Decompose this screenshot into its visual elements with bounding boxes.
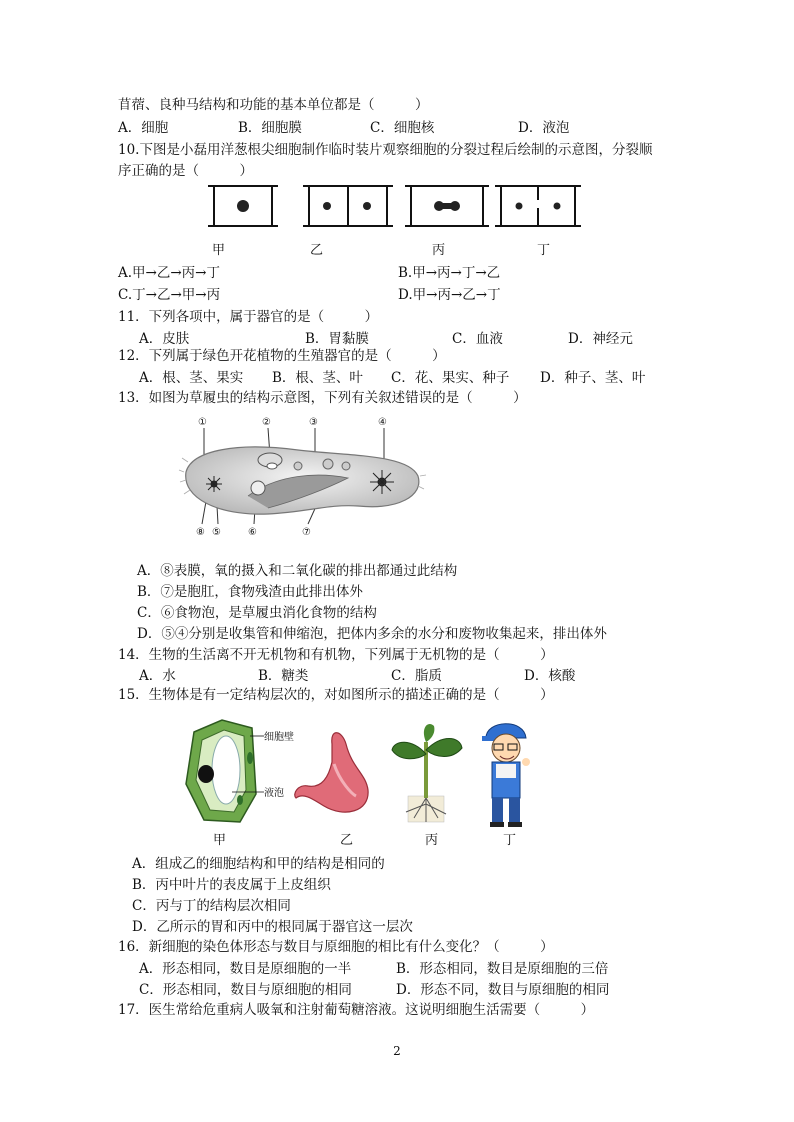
q9-option-b: B．细胞膜 xyxy=(238,120,302,136)
marker-3: ③ xyxy=(309,417,318,428)
q12-stem: 12．下列属于绿色开花植物的生殖器官的是（ ） xyxy=(118,348,446,364)
q14-option-b: B．糖类 xyxy=(258,668,309,684)
q10-label-bing: 丙 xyxy=(432,243,446,258)
q9-option-d: D．液泡 xyxy=(518,120,570,136)
q16-option-c: C．形态相同，数目与原细胞的相同 xyxy=(139,982,352,998)
q10-option-c: C.丁→乙→甲→丙 xyxy=(118,287,221,303)
q10-label-jia: 甲 xyxy=(212,243,226,258)
q11-option-a: A．皮肤 xyxy=(139,331,190,347)
paramecium-figure xyxy=(178,414,428,540)
q17-stem: 17．医生常给危重病人吸氧和注射葡萄糖溶液。这说明细胞生活需要（ ） xyxy=(118,1002,595,1018)
q15-label-jia: 甲 xyxy=(213,833,227,848)
q15-option-c: C．丙与丁的结构层次相同 xyxy=(132,898,291,914)
q16-option-b: B．形态相同，数目是原细胞的三倍 xyxy=(396,961,609,977)
q10-option-d: D.甲→丙→乙→丁 xyxy=(398,287,501,303)
plant-seedling xyxy=(392,724,462,822)
q15-label-bing: 丙 xyxy=(425,833,439,848)
q15-option-a: A．组成乙的细胞结构和甲的结构是相同的 xyxy=(132,856,385,872)
q12-option-b: B．根、茎、叶 xyxy=(272,370,363,386)
q13-option-d: D．⑤④分别是收集管和伸缩泡，把体内多余的水分和废物收集起来，排出体外 xyxy=(137,626,607,642)
q11-option-b: B．胃黏膜 xyxy=(305,331,369,347)
q10-option-a: A.甲→乙→丙→丁 xyxy=(118,265,220,281)
q10-label-yi: 乙 xyxy=(310,243,324,258)
structure-levels-figure xyxy=(180,714,540,829)
q10-option-b: B.甲→丙→丁→乙 xyxy=(398,265,501,281)
cartoon-person xyxy=(482,724,530,827)
q15-stem: 15．生物体是有一定结构层次的，对如图所示的描述正确的是（ ） xyxy=(118,687,554,703)
q15-label-ding: 丁 xyxy=(503,833,517,848)
q9-option-c: C．细胞核 xyxy=(370,120,435,136)
q11-stem: 11．下列各项中，属于器官的是（ ） xyxy=(118,309,379,325)
q12-option-d: D．种子、茎、叶 xyxy=(540,370,646,386)
q16-option-a: A．形态相同，数目是原细胞的一半 xyxy=(139,961,352,977)
q12-option-a: A．根、茎、果实 xyxy=(139,370,244,386)
q9-stem: 苜蓿、良种马结构和功能的基本单位都是（ ） xyxy=(118,97,429,113)
q13-option-b: B．⑦是胞肛，食物残渣由此排出体外 xyxy=(137,584,363,600)
q12-option-c: C．花、果实、种子 xyxy=(391,370,510,386)
cell-wall-label: 细胞壁 xyxy=(264,732,294,743)
q15-option-d: D．乙所示的胃和丙中的根同属于器官这一层次 xyxy=(132,919,413,935)
marker-4: ④ xyxy=(378,417,387,428)
marker-6: ⑥ xyxy=(248,527,257,538)
page-number: 2 xyxy=(393,1044,401,1058)
q11-option-c: C．血液 xyxy=(452,331,503,347)
q13-option-c: C．⑥食物泡，是草履虫消化食物的结构 xyxy=(137,605,377,621)
q14-option-a: A．水 xyxy=(139,668,176,684)
marker-1: ① xyxy=(198,417,207,428)
q10-stem-line1: 10.下图是小磊用洋葱根尖细胞制作临时装片观察细胞的分裂过程后绘制的示意图，分裂顺 xyxy=(118,142,653,158)
q14-option-d: D．核酸 xyxy=(524,668,576,684)
q13-stem: 13．如图为草履虫的结构示意图，下列有关叙述错误的是（ ） xyxy=(118,390,527,406)
q14-stem: 14．生物的生活离不开无机物和有机物，下列属于无机物的是（ ） xyxy=(118,647,554,663)
q13-option-a: A．⑧表膜，氧的摄入和二氧化碳的排出都通过此结构 xyxy=(137,563,458,579)
plant-cell xyxy=(186,720,264,822)
nucleus xyxy=(363,202,371,210)
q10-label-ding: 丁 xyxy=(537,243,551,258)
marker-5: ⑤ xyxy=(212,527,221,538)
q16-option-d: D．形态不同，数目与原细胞的相同 xyxy=(396,982,610,998)
q11-option-d: D．神经元 xyxy=(568,331,633,347)
marker-8: ⑧ xyxy=(196,527,205,538)
stomach xyxy=(295,733,368,812)
vacuole-label: 液泡 xyxy=(264,788,284,799)
q15-option-b: B．丙中叶片的表皮属于上皮组织 xyxy=(132,877,331,893)
q15-label-yi: 乙 xyxy=(340,833,354,848)
marker-7: ⑦ xyxy=(302,527,311,538)
nucleus xyxy=(237,200,249,212)
cell-division-figure xyxy=(205,180,590,232)
q9-option-a: A．细胞 xyxy=(118,120,169,136)
nucleus xyxy=(323,202,331,210)
q10-stem-line2: 序正确的是（ ） xyxy=(118,163,253,179)
marker-2: ② xyxy=(262,417,271,428)
q16-stem: 16．新细胞的染色体形态与数目与原细胞的相比有什么变化？（ ） xyxy=(118,939,554,955)
q14-option-c: C．脂质 xyxy=(391,668,442,684)
